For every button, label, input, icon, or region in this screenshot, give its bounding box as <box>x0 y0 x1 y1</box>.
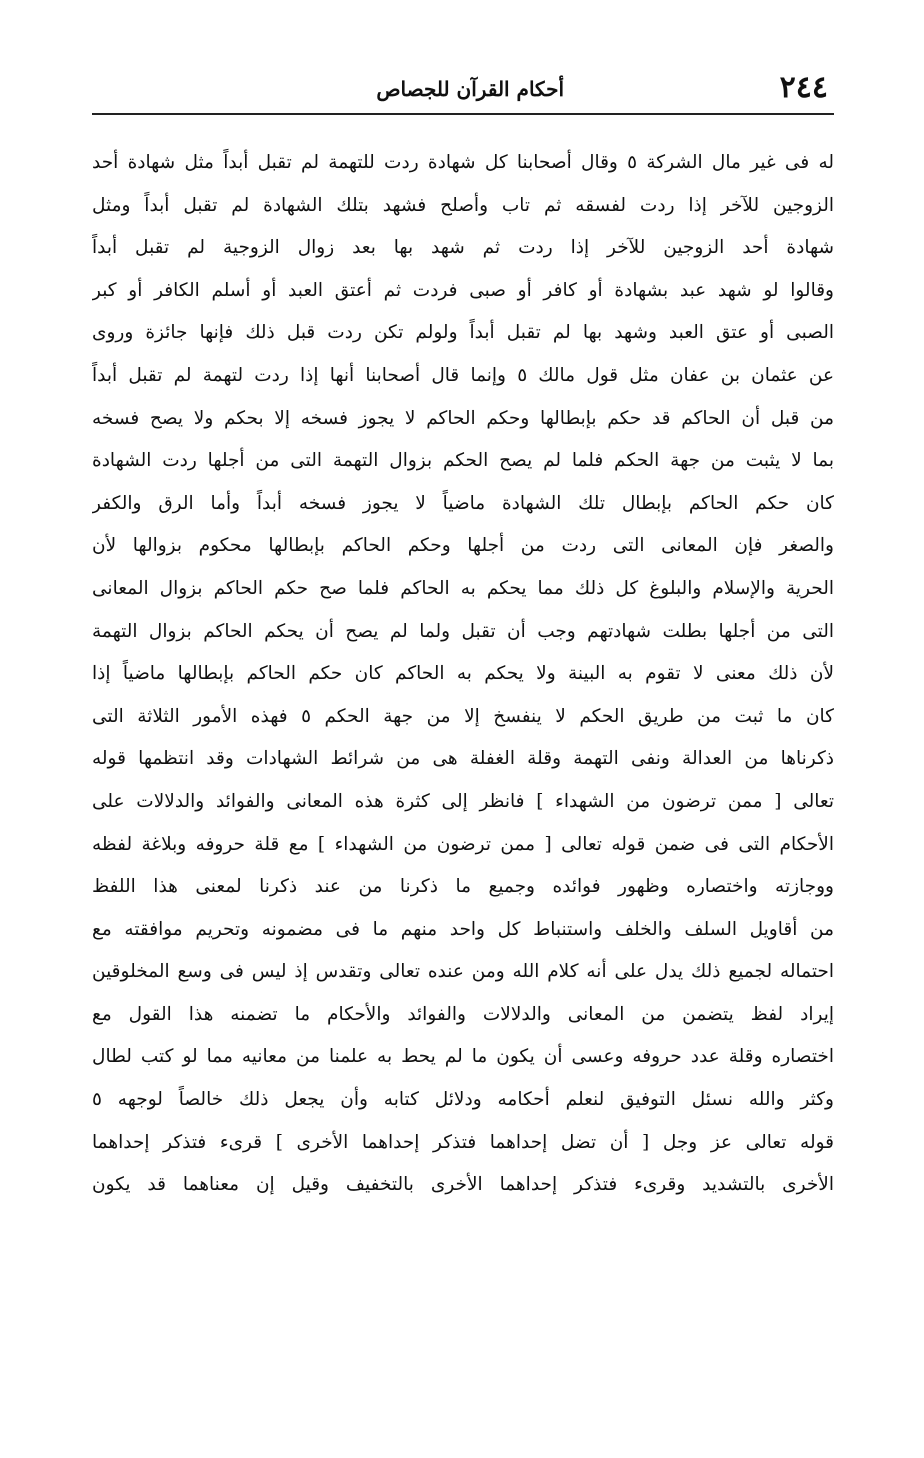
header-rule <box>92 113 834 115</box>
text-line: وكثر والله نسئل التوفيق لنعلم أحكامه ودلائل كتابه وأن يجعل ذلك خالصاً لوجهه ٥ <box>92 1089 834 1111</box>
text-line: ذكرناها من العدالة ونفى التهمة وقلة الغفلة هى من شرائط الشهادات وقد انتظمها قوله <box>92 748 834 770</box>
text-line: تعالى [ ممن ترضون من الشهداء ] فانظر إلى كثرة هذه المعانى والفوائد والدلالات على <box>92 790 834 812</box>
text-line: كان حكم الحاكم بإبطال تلك الشهادة ماضياً لا يجوز فسخه أبداً وأما الرق والكفر <box>92 492 834 514</box>
text-line: الحرية والإسلام والبلوغ كل ذلك مما يحكم به الحاكم فلما صح حكم الحاكم بزوال المعانى <box>92 577 834 599</box>
text-line: من أقاويل السلف والخلف واستنباط كل واحد منهم ما فى مضمونه وتحريم موافقته مع <box>92 918 834 940</box>
text-line: وقالوا لو شهد عبد بشهادة أو كافر أو صبى فردت ثم أعتق العبد أو أسلم الكافر أو كبر <box>92 279 834 301</box>
text-line: إيراد لفظ يتضمن من المعانى والدلالات والفوائد والأحكام ما تضمنه هذا القول مع <box>92 1003 834 1025</box>
text-line: والصغر فإن المعانى التى ردت من أجلها وحكم الحاكم بإبطالها محكوم بزوالها لأن <box>92 535 834 557</box>
text-line: لأن ذلك معنى لا تقوم به البينة ولا يحكم به الحاكم كان حكم الحاكم بإبطالها ماضياً إذا <box>92 663 834 685</box>
text-line: الأحكام التى فى ضمن قوله تعالى [ ممن ترضون من الشهداء ] مع قلة حروفه وبلاغة لفظه <box>92 833 834 855</box>
body-text <box>92 142 834 1207</box>
text-line: كان ما ثبت من طريق الحكم لا ينفسخ إلا من جهة الحكم ٥ فهذه الأمور الثلاثة التى <box>92 705 834 727</box>
text-line: ووجازته واختصاره وظهور فوائده وجميع ما ذكرنا من عند ذكرنا لمعنى هذا اللفظ <box>92 876 834 898</box>
text-line: من قبل أن الحاكم قد حكم بإبطالها وحكم الحاكم لا يجوز فسخه إلا بحكم ولا يصح فسخه <box>92 407 834 429</box>
text-line: اختصاره وقلة عدد حروفه وعسى أن يكون ما لم يحط به علمنا من معانيه مما لو كتب لطال <box>92 1046 834 1068</box>
text-line: قوله تعالى عز وجل [ أن تضل إحداهما فتذكر إحداهما الأخرى ] قرىء فتذكر إحداهما <box>92 1131 834 1153</box>
running-title: أحكام القرآن للجصاص <box>376 77 564 101</box>
text-line: الصبى أو عتق العبد وشهد بها لم تقبل أبداً ولولم تكن ردت قبل ذلك فإنها جائزة وروى <box>92 322 834 344</box>
page-number: ٢٤٤ <box>779 70 828 105</box>
text-line: التى من أجلها بطلت شهادتهم وجب أن تقبل ولما لم يصح أن يحكم الحاكم بزوال التهمة <box>92 620 834 642</box>
text-line: الزوجين للآخر إذا ردت لفسقه ثم تاب وأصلح فشهد بتلك الشهادة لم تقبل أبداً ومثل <box>92 194 834 216</box>
text-line: له فى غير مال الشركة ٥ وقال أصحابنا كل شهادة ردت للتهمة لم تقبل أبداً مثل شهادة أحد <box>92 152 834 173</box>
page-header <box>92 66 834 114</box>
text-line: عن عثمان بن عفان مثل قول مالك ٥ وإنما قال أصحابنا أنها إذا ردت لتهمة لم تقبل أبداً <box>92 364 834 386</box>
text-line: الأخرى بالتشديد وقرىء فتذكر إحداهما الأخرى بالتخفيف وقيل إن معناهما قد يكون <box>92 1174 834 1196</box>
text-line: شهادة أحد الزوجين للآخر إذا ردت ثم شهد بها بعد زوال الزوجية لم تقبل أبداً <box>92 237 834 259</box>
text-line: بما لا يثبت من جهة الحكم فلما لم يصح الحكم بزوال التهمة التى من أجلها ردت الشهادة <box>92 450 834 472</box>
text-line: احتماله لجميع ذلك يدل على أنه كلام الله ومن عنده تعالى وتقدس إذ ليس فى وسع المخلوقين <box>92 961 834 983</box>
